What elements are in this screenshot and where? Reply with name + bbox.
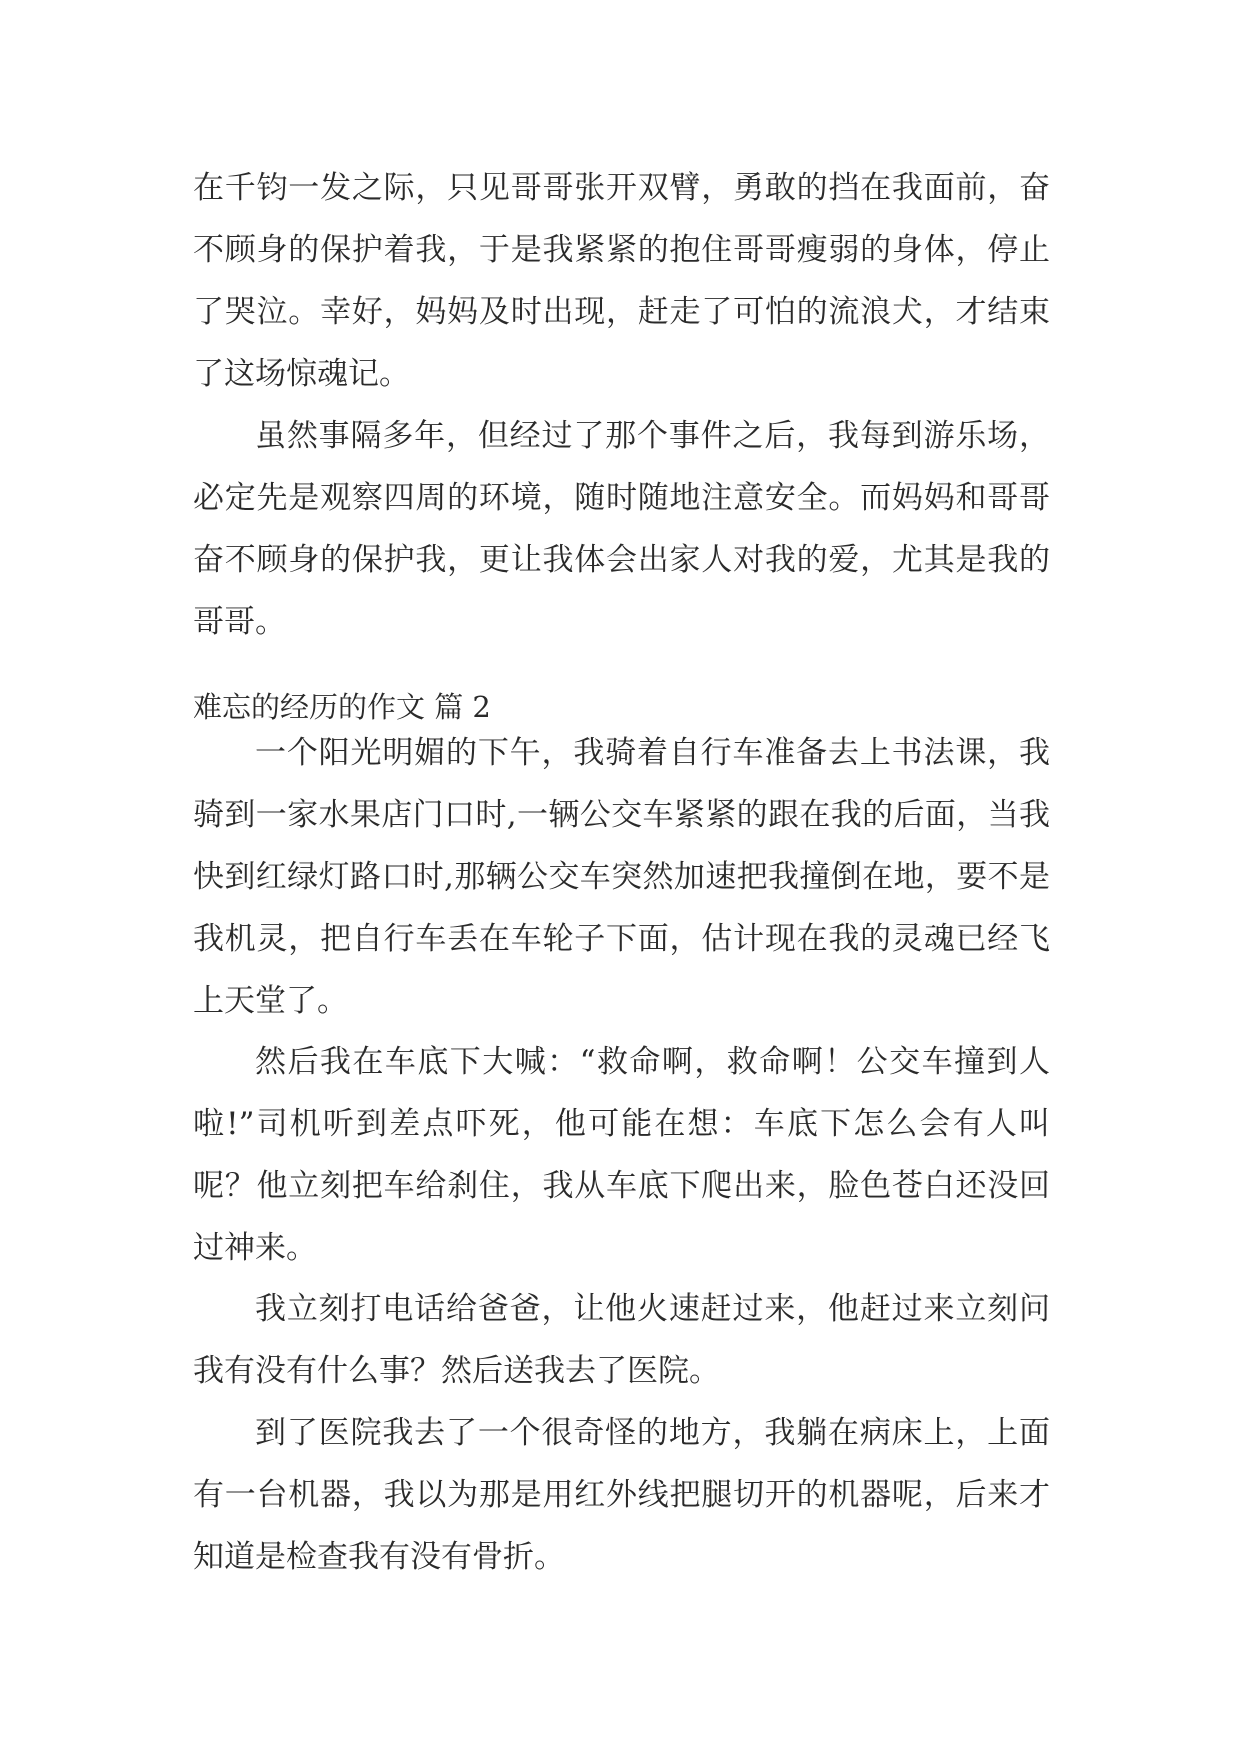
paragraph-call-dad: 我立刻打电话给爸爸，让他火速赶过来，他赶过来立刻问我有没有什么事？然后送我去了医院。: [193, 1291, 1050, 1389]
paragraph-hospital: 到了医院我去了一个很奇怪的地方，我躺在病床上，上面有一台机器，我以为那是用红外线把腿切开的机器呢，后来才知道是检查我有没有骨折。: [193, 1415, 1050, 1575]
paragraph-shout-for-help: 然后我在车底下大喊：“救命啊，救命啊！公交车撞到人啦!”司机听到差点吓死，他可能在想：车底下怎么会有人叫呢？他立刻把车给刹住，我从车底下爬出来，脸色苍白还没回过神来。: [193, 1044, 1050, 1266]
paragraph-bus-accident: 一个阳光明媚的下午，我骑着自行车准备去上书法课，我骑到一家水果店门口时,一辆公交车紧紧的跟在我的后面，当我快到红绿灯路口时,那辆公交车突然加速把我撞倒在地，要不是我机灵，把自行车丢在车轮子下面，估计现在我的灵魂已经飞上天堂了。: [193, 735, 1050, 1019]
paragraph-reflection: 虽然事隔多年，但经过了那个事件之后，我每到游乐场，必定先是观察四周的环境，随时随地注意安全。而妈妈和哥哥奋不顾身的保护我，更让我体会出家人对我的爱，尤其是我的哥哥。: [193, 418, 1050, 640]
section-heading: 难忘的经历的作文 篇 2: [193, 690, 491, 724]
paragraph-rescue: 在千钧一发之际，只见哥哥张开双臂，勇敢的挡在我面前，奋不顾身的保护着我，于是我紧紧的抱住哥哥瘦弱的身体，停止了哭泣。幸好，妈妈及时出现，赶走了可怕的流浪犬，才结束了这场惊魂记。: [193, 170, 1050, 392]
